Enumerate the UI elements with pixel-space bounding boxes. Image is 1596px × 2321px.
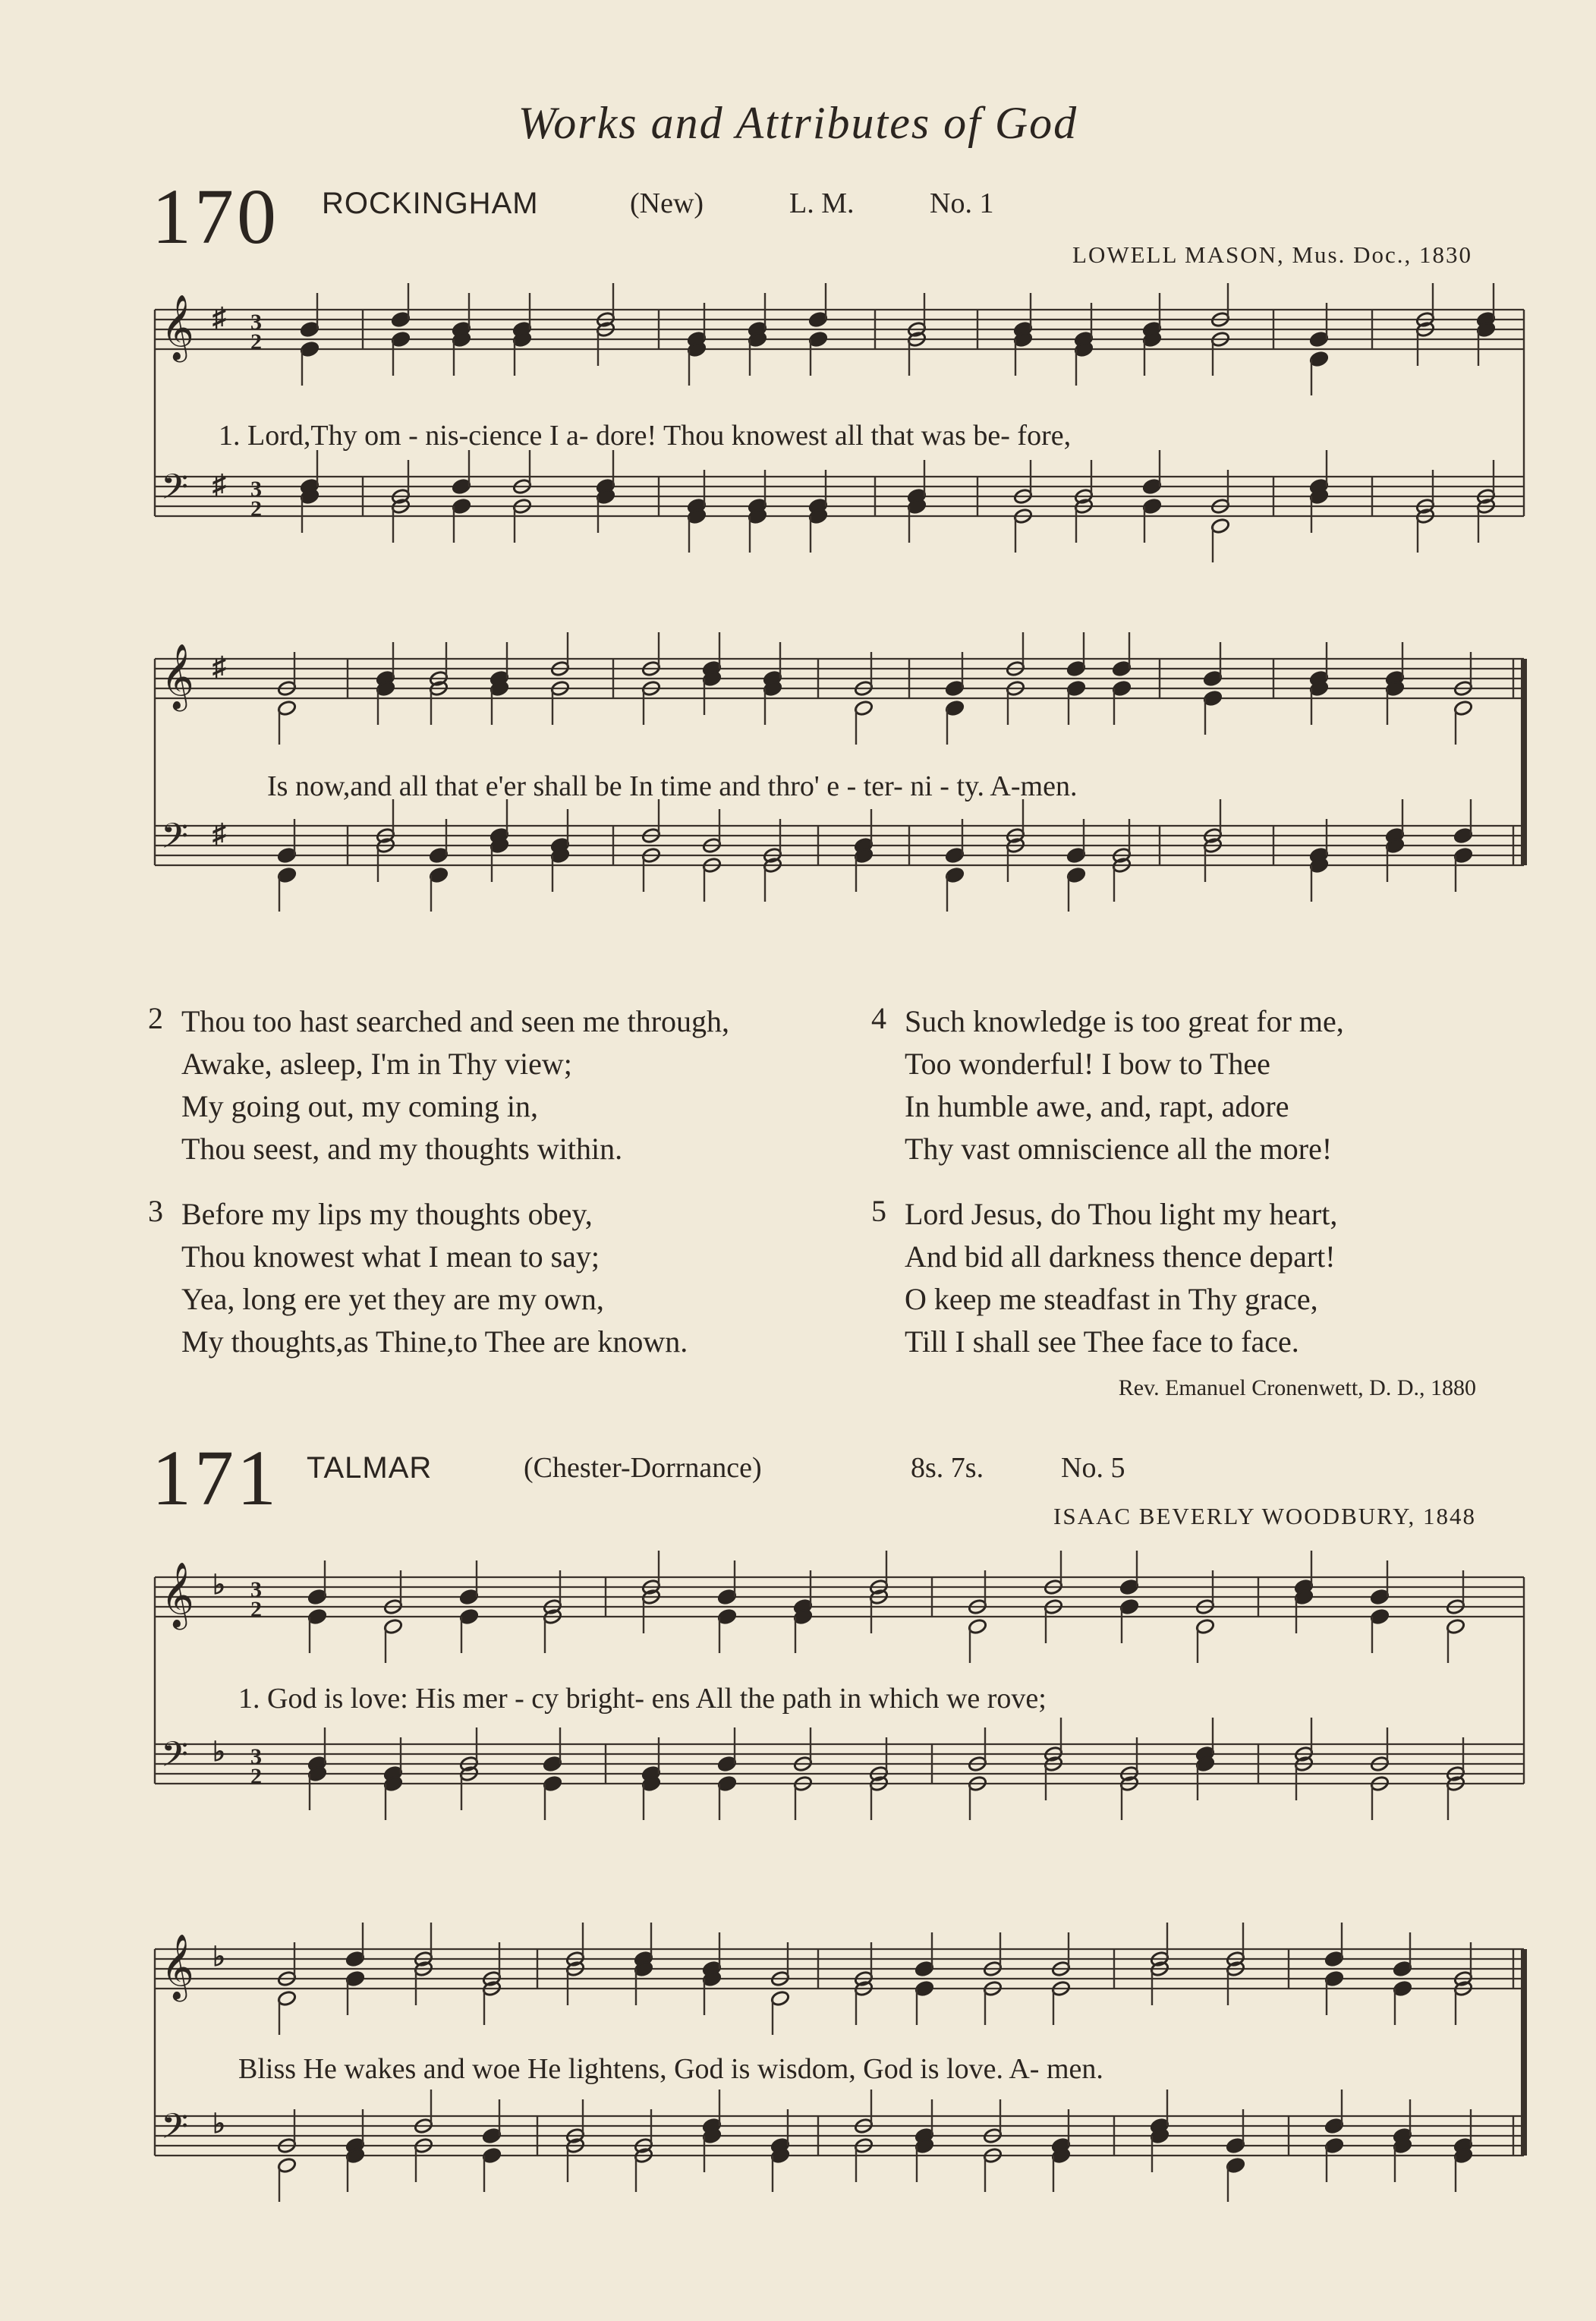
tune-alt-171: (Chester-Dorrnance) <box>524 1452 762 1484</box>
time-signature-icon: 3 <box>250 1577 262 1602</box>
tune-name-170: ROCKINGHAM <box>322 187 539 220</box>
hymn-credit-170: Rev. Emanuel Cronenwett, D. D., 1880 <box>1118 1375 1476 1400</box>
verse-number: 4 <box>871 1001 886 1035</box>
verse-line: In humble awe, and, rapt, adore <box>905 1089 1289 1123</box>
treble-clef-icon: 𝄞 <box>161 1562 194 1627</box>
key-signature-icon: ♯ <box>212 302 226 332</box>
time-signature-icon: 3 <box>250 477 262 502</box>
key-signature-icon: ♭ <box>212 1942 225 1972</box>
hymn-number-170: 170 <box>152 173 279 260</box>
time-signature-icon: 2 <box>250 1764 262 1789</box>
verse-line: And bid all darkness thence depart! <box>905 1239 1336 1274</box>
key-signature-icon: ♯ <box>212 651 226 682</box>
verse-number: 3 <box>148 1194 163 1228</box>
time-signature-icon: 2 <box>250 496 262 521</box>
verse-line: My going out, my coming in, <box>181 1089 538 1123</box>
time-signature-icon: 2 <box>250 1597 262 1622</box>
time-signature-icon: 3 <box>250 1744 262 1769</box>
section-title: Works and Attributes of God <box>518 98 1078 148</box>
verse-line: Before my lips my thoughts obey, <box>181 1197 593 1231</box>
verse-number: 5 <box>871 1194 886 1228</box>
tune-number-170: No. 1 <box>930 187 994 219</box>
bass-clef-icon: 𝄢 <box>161 816 189 865</box>
tune-name-171: TALMAR <box>307 1451 433 1485</box>
tune-meter-170: L. M. <box>789 187 855 219</box>
treble-clef-icon: 𝄞 <box>161 1934 194 1999</box>
bass-clef-icon: 𝄢 <box>161 467 189 516</box>
bass-clef-icon: 𝄢 <box>161 2106 189 2156</box>
verse-line: Yea, long ere yet they are my own, <box>181 1282 604 1316</box>
lyric-line-171-2: Bliss He wakes and woe He lightens, God is wisdom, God is love. A- men. <box>238 2053 1103 2085</box>
tune-number-171: No. 5 <box>1061 1452 1125 1484</box>
verse-line: Lord Jesus, do Thou light my heart, <box>905 1197 1338 1231</box>
time-signature-icon: 3 <box>250 310 262 335</box>
verse-line: My thoughts,as Thine,to Thee are known. <box>181 1324 688 1359</box>
verse-line: Too wonderful! I bow to Thee <box>905 1047 1270 1081</box>
time-signature-icon: 2 <box>250 329 262 354</box>
verse-line: Thou seest, and my thoughts within. <box>181 1132 623 1166</box>
verse-line: Awake, asleep, I'm in Thy view; <box>181 1047 572 1081</box>
verse-line: Thou too hast searched and seen me through, <box>181 1004 730 1038</box>
lyric-line-170-2: Is now,and all that e'er shall be In time and thro' e - ter- ni - ty. A-men. <box>267 770 1078 802</box>
composer-170: LOWELL MASON, Mus. Doc., 1830 <box>1072 241 1472 268</box>
verse-line: Such knowledge is too great for me, <box>905 1004 1344 1038</box>
key-signature-icon: ♭ <box>212 1570 225 1600</box>
verse-line: Thou knowest what I mean to say; <box>181 1239 600 1274</box>
verse-number: 2 <box>148 1001 163 1035</box>
composer-171: ISAAC BEVERLY WOODBURY, 1848 <box>1053 1503 1476 1529</box>
treble-clef-icon: 𝄞 <box>161 644 194 709</box>
key-signature-icon: ♭ <box>212 2108 225 2139</box>
verse-line: Thy vast omniscience all the more! <box>905 1132 1333 1166</box>
key-signature-icon: ♭ <box>212 1737 225 1767</box>
lyric-line-170-1: 1. Lord,Thy om - nis-cience I a- dore! Thou knowest all that was be- fore, <box>219 420 1072 452</box>
verse-line: O keep me steadfast in Thy grace, <box>905 1282 1318 1316</box>
hymn-number-171: 171 <box>152 1434 279 1522</box>
key-signature-icon: ♯ <box>212 818 226 849</box>
tune-alt-170: (New) <box>630 187 704 219</box>
verse-line: Till I shall see Thee face to face. <box>905 1324 1299 1359</box>
bass-clef-icon: 𝄢 <box>161 1734 189 1784</box>
treble-clef-icon: 𝄞 <box>161 294 194 360</box>
lyric-line-171-1: 1. God is love: His mer - cy bright- ens All the path in which we rove; <box>238 1683 1047 1715</box>
key-signature-icon: ♯ <box>212 469 226 499</box>
tune-meter-171: 8s. 7s. <box>911 1452 984 1484</box>
